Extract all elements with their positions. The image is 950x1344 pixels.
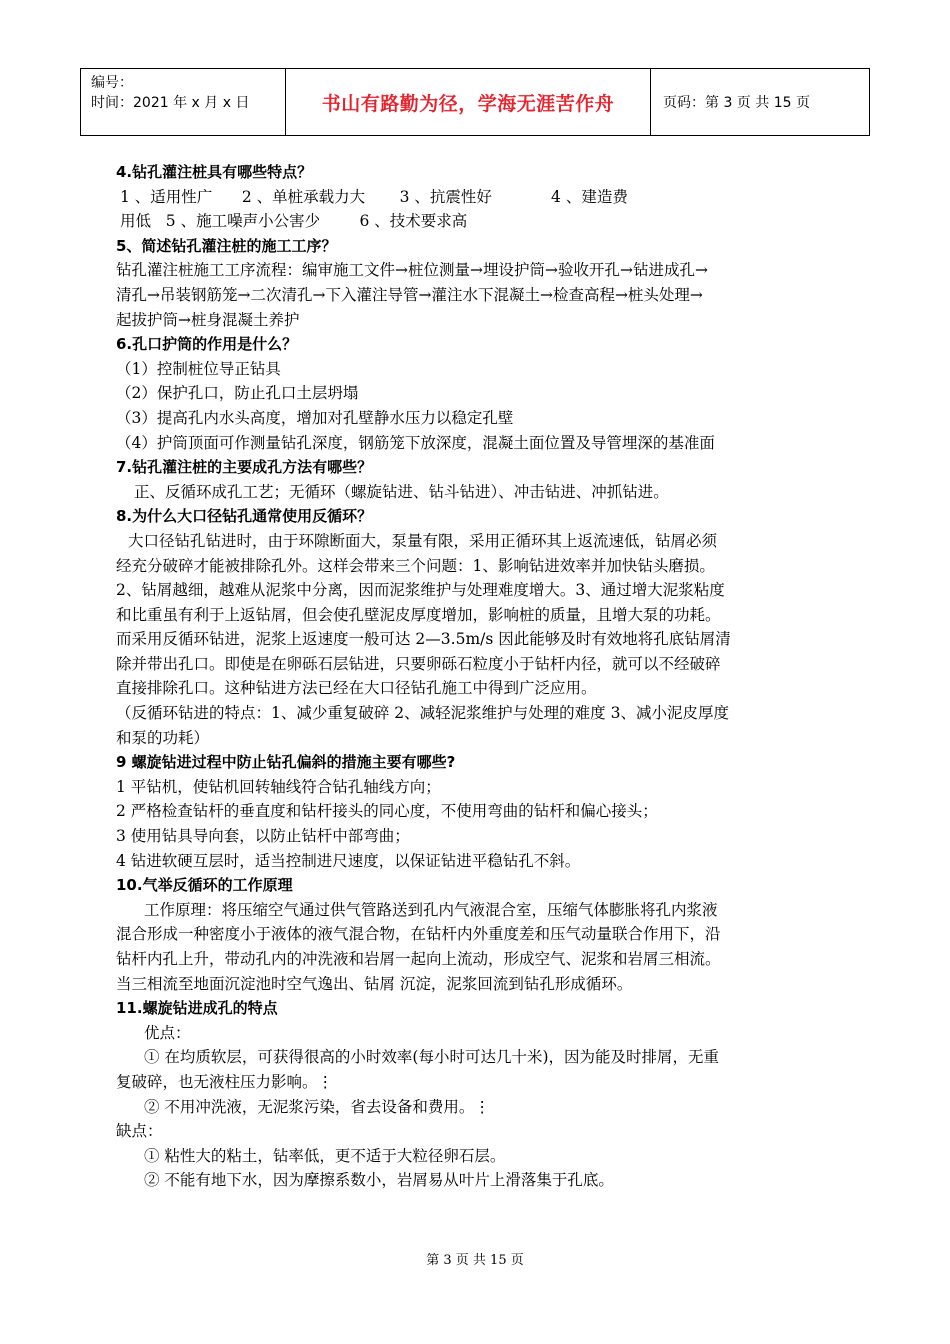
question-5: 5、简述钻孔灌注桩的施工工序？ [116,236,337,255]
q9-answer-line-4: 4 钻进软硬互层时，适当控制进尺速度，以保证钻进平稳钻孔不斜。 [116,851,581,870]
q6-answer-line-2: （2）保护孔口，防止孔口土层坍塌 [116,384,359,403]
q5-answer-line-3: 起拔护筒→桩身混凝土养护 [116,310,300,329]
question-9: 9 螺旋钻进过程中防止钻孔偏斜的措施主要有哪些? [116,753,456,772]
q5-answer-line-2: 清孔→吊装钢筋笼→二次清孔→下入灌注导管→灌注水下混凝土→检查高程→桩头处理→ [116,285,703,304]
q8-answer-line-8: （反循环钻进的特点：1、减少重复破碎 2、减轻泥浆维护与处理的难度 3、减小泥皮厚度 [116,704,729,723]
q10-answer-line-4: 当三相流至地面沉淀池时空气逸出、钻屑 沉淀，泥浆回流到钻孔形成循环。 [116,974,633,993]
question-10: 10.气举反循环的工作原理 [116,876,293,895]
time-label: 时间：2021 年 x 月 x 日 [91,95,250,111]
question-4: 4.钻孔灌注桩具有哪些特点？ [116,163,313,181]
q11-answer-line-2: 复破碎，也无液柱压力影响。⋮ [116,1072,334,1091]
question-7: 7.钻孔灌注桩的主要成孔方法有哪些？ [116,458,373,477]
header-page-label: 页码：第 3 页 共 15 页 [663,95,810,111]
q11-answer-line-1: ① 在均质软层，可获得很高的小时效率(每小时可达几十米)，因为能及时排屑，无重 [144,1048,720,1067]
q11-cons-label: 缺点： [116,1122,163,1141]
number-label: 编号： [91,75,133,91]
q8-answer-line-4: 和比重虽有利于上返钻屑，但会使孔壁泥皮厚度增加，影响桩的质量，且增大泵的功耗。 [116,605,721,624]
page-header [80,68,870,136]
q8-answer-line-2: 经充分破碎才能被排除孔外。这样会带来三个问题：1、影响钻进效率并加快钻头磨损。 [116,556,715,575]
q8-answer-line-7: 直接排除孔口。这种钻进方法已经在大口径钻孔施工中得到广泛应用。 [116,679,597,698]
q11-answer-line-3: ② 不用冲洗液，无泥浆污染，省去设备和费用。⋮ [144,1097,490,1116]
question-6: 6.孔口护筒的作用是什么？ [116,335,298,354]
q6-answer-line-4: （4）护筒顶面可作测量钻孔深度，钢筋笼下放深度，混凝土面位置及导管埋深的基准面 [116,433,715,452]
q11-answer-line-4: ① 粘性大的粘土，钻率低，更不适于大粒径卵石层。 [144,1146,506,1165]
q4-answer-line-1: 1 、适用性广 2 、单桩承载力大 3 、抗震性好 4 、建造费 [120,187,628,206]
document-body [116,160,838,1193]
header-meta [81,69,286,135]
q9-answer-line-2: 2 严格检查钻杆的垂直度和钻杆接头的同心度，不使用弯曲的钻杆和偏心接头； [116,802,658,821]
q6-answer-line-1: （1）控制桩位导正钻具 [116,359,281,378]
q8-answer-line-3: 2、钻屑越细，越难从泥浆中分离，因而泥浆维护与处理难度增大。3、通过增大泥浆粘度 [116,581,725,600]
q10-answer-line-1: 工作原理：将压缩空气通过供气管路送到孔内气液混合室，压缩气体膨胀将孔内浆液 [144,900,718,919]
q5-answer-line-1: 钻孔灌注桩施工工序流程：编审施工文件→桩位测量→埋设护筒→验收开孔→钻进成孔→ [116,261,708,280]
q8-answer-line-5: 而采用反循环钻进，泥浆上返速度一般可达 2—3.5m/s 因此能够及时有效地将孔底钻屑清 [116,630,731,649]
q11-pros-label: 优点： [144,1023,191,1042]
header-motto: 书山有路勤为径，学海无涯苦作舟 [286,69,651,135]
q9-answer-line-3: 3 使用钻具导向套，以防止钻杆中部弯曲； [116,827,410,846]
q6-answer-line-3: （3）提高孔内水头高度，增加对孔壁静水压力以稳定孔壁 [116,408,514,427]
q10-answer-line-2: 混合形成一种密度小于液体的液气混合物，在钻杆内外重度差和压气动量联合作用下，沿 [116,925,721,944]
question-8: 8.为什么大口径钻孔通常使用反循环？ [116,507,373,526]
q8-answer-line-9: 和泵的功耗） [116,728,210,747]
q8-answer-line-6: 除并带出孔口。即使是在卵砾石层钻进，只要卵砾石粒度小于钻杆内径，就可以不经破碎 [116,654,721,673]
q11-answer-line-5: ② 不能有地下水，因为摩擦系数小，岩屑易从叶片上滑落集于孔底。 [144,1171,614,1190]
q4-answer-line-2: 用低 5 、施工噪声小公害少 6 、技术要求高 [120,212,468,231]
q9-answer-line-1: 1 平钻机，使钻机回转轴线符合钻孔轴线方向； [116,777,441,796]
page-footer: 第 3 页 共 15 页 [426,1253,524,1268]
q10-answer-line-3: 钻杆内孔上升，带动孔内的冲洗液和岩屑一起向上流动，形成空气、泥浆和岩屑三相流。 [116,950,721,968]
q8-answer-line-1: 大口径钻孔钻进时，由于环隙断面大，泵量有限，采用正循环其上返流速低，钻屑必须 [128,531,718,550]
question-11: 11.螺旋钻进成孔的特点 [116,999,278,1018]
q7-answer-line-1: 正、反循环成孔工艺；无循环（螺旋钻进、钻斗钻进）、冲击钻进、冲抓钻进。 [134,482,669,501]
